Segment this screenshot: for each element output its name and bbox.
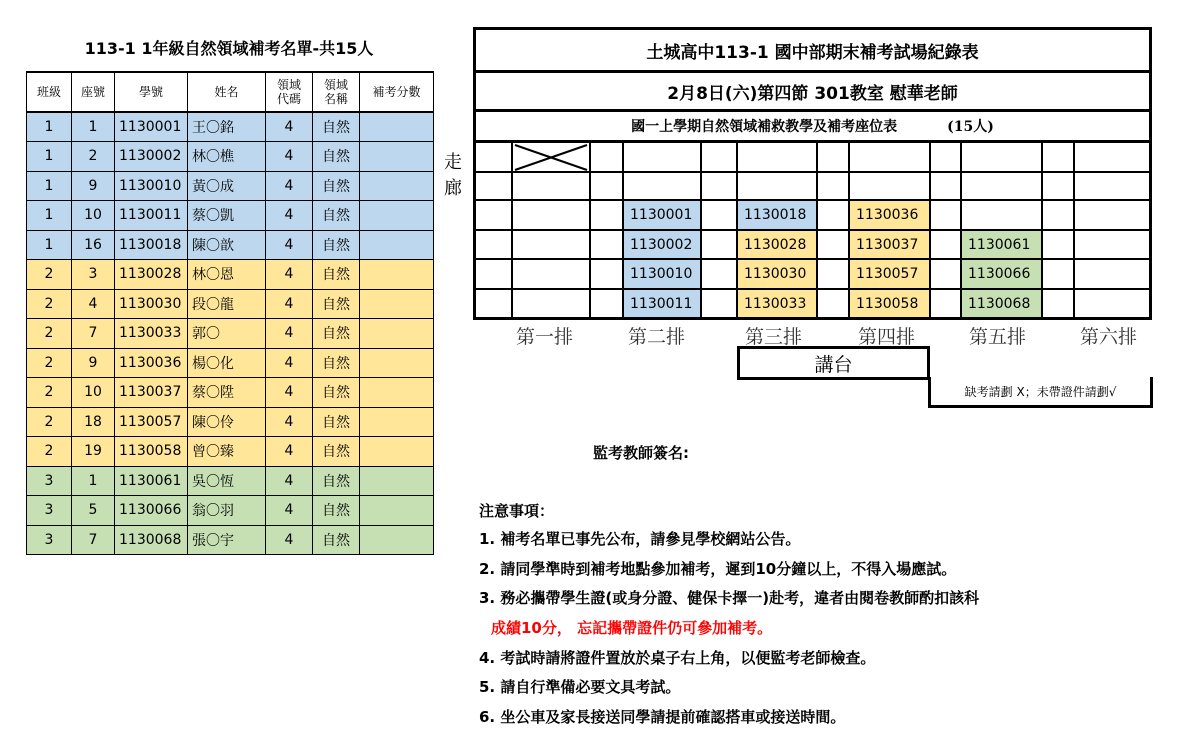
cell-id: 1130057 — [115, 407, 188, 437]
note-item: 6. 坐公車及家長接送同學請提前確認搭車或接送時間。 — [479, 708, 846, 727]
cell-class: 3 — [27, 496, 72, 526]
cell-score[interactable] — [360, 319, 434, 349]
cell-code: 4 — [266, 496, 313, 526]
table-row — [27, 525, 434, 555]
seating-count: (15人) — [947, 119, 994, 135]
cell-name: 吳〇恆 — [188, 466, 266, 496]
cell-class: 1 — [27, 230, 72, 260]
cell-name: 黃〇成 — [188, 171, 266, 201]
seat-cell: 1130057 — [850, 260, 929, 288]
note-item: 4. 考試時請將證件置放於桌子右上角，以便監考老師檢查。 — [479, 648, 876, 667]
cell-name: 王〇銘 — [188, 112, 266, 142]
cell-class: 1 — [27, 142, 72, 172]
roster-header-row — [27, 72, 434, 112]
roster-table — [26, 71, 434, 555]
cell-name: 郭〇 — [188, 319, 266, 349]
cell-score[interactable] — [360, 378, 434, 408]
col-header-domain: 領域 名稱 — [313, 72, 360, 112]
note-item-warning: 成績10分， 忘記攜帶證件仍可參加補考。 — [491, 619, 773, 638]
cell-code: 4 — [266, 142, 313, 172]
cell-name: 林〇恩 — [188, 260, 266, 290]
cell-domain: 自然 — [313, 378, 360, 408]
cell-class: 3 — [27, 525, 72, 555]
cell-domain: 自然 — [313, 171, 360, 201]
seat-cell: 1130033 — [738, 290, 816, 317]
absent-cross-icon — [513, 143, 589, 172]
cell-seat: 1 — [72, 466, 115, 496]
cell-domain: 自然 — [313, 437, 360, 467]
cell-class: 3 — [27, 466, 72, 496]
cell-code: 4 — [266, 230, 313, 260]
table-row — [27, 142, 434, 172]
record-title: 土城高中113-1 國中部期末補考試場紀錄表 — [473, 27, 1152, 73]
row-label: 第四排 — [858, 326, 916, 348]
cell-name: 林〇樵 — [188, 142, 266, 172]
seat-cell: 1130028 — [738, 231, 816, 258]
col-header-name: 姓名 — [188, 72, 266, 112]
cell-id: 1130010 — [115, 171, 188, 201]
cell-seat: 9 — [72, 171, 115, 201]
cell-code: 4 — [266, 348, 313, 378]
cell-class: 2 — [27, 319, 72, 349]
note-item: 2. 請同學準時到補考地點參加補考，遲到10分鐘以上，不得入場應試。 — [479, 559, 957, 578]
cell-domain: 自然 — [313, 289, 360, 319]
notes-title: 注意事項： — [479, 502, 555, 520]
hallway-label — [441, 150, 465, 202]
cell-id: 1130018 — [115, 230, 188, 260]
cell-domain: 自然 — [313, 230, 360, 260]
proctor-signature-label: 監考教師簽名: — [593, 444, 689, 462]
table-row — [27, 407, 434, 437]
cell-domain: 自然 — [313, 525, 360, 555]
cell-id: 1130036 — [115, 348, 188, 378]
cell-id: 1130033 — [115, 319, 188, 349]
cell-seat: 9 — [72, 348, 115, 378]
table-row — [27, 348, 434, 378]
seating-chart — [473, 143, 1152, 320]
cell-class: 2 — [27, 407, 72, 437]
seat-cell: 1130011 — [624, 290, 700, 317]
cell-domain: 自然 — [313, 466, 360, 496]
seat-cell: 1130068 — [962, 290, 1041, 317]
cell-seat: 3 — [72, 260, 115, 290]
cell-id: 1130030 — [115, 289, 188, 319]
cell-domain: 自然 — [313, 319, 360, 349]
cell-seat: 2 — [72, 142, 115, 172]
cell-code: 4 — [266, 112, 313, 142]
seating-title: 國一上學期自然領域補救教學及補考座位表 — [631, 119, 898, 135]
note-item: 3. 務必攜帶學生證(或身分證、健保卡擇一)赴考，違者由閱卷教師酌扣該科 — [479, 589, 980, 608]
cell-domain: 自然 — [313, 201, 360, 231]
cell-class: 2 — [27, 348, 72, 378]
cell-id: 1130058 — [115, 437, 188, 467]
cell-class: 1 — [27, 171, 72, 201]
cell-id: 1130068 — [115, 525, 188, 555]
cell-domain: 自然 — [313, 260, 360, 290]
cell-seat: 19 — [72, 437, 115, 467]
row-label: 第一排 — [516, 326, 574, 348]
cell-name: 楊〇化 — [188, 348, 266, 378]
cell-code: 4 — [266, 437, 313, 467]
seat-cell: 1130037 — [850, 231, 929, 258]
cell-id: 1130061 — [115, 466, 188, 496]
cell-seat: 7 — [72, 319, 115, 349]
hallway-char-1: 走 — [444, 152, 462, 173]
cell-code: 4 — [266, 466, 313, 496]
cell-score[interactable] — [360, 230, 434, 260]
table-row — [27, 319, 434, 349]
table-row — [27, 466, 434, 496]
cell-name: 翁〇羽 — [188, 496, 266, 526]
cell-id: 1130011 — [115, 201, 188, 231]
cell-seat: 10 — [72, 201, 115, 231]
cell-class: 1 — [27, 201, 72, 231]
session-info: 2月8日(六)第四節 301教室 慰華老師 — [473, 70, 1152, 112]
table-row — [27, 260, 434, 290]
seat-cell: 1130002 — [624, 231, 700, 258]
seat-cell: 1130036 — [850, 201, 929, 229]
notes-section — [479, 500, 1159, 737]
table-row — [27, 289, 434, 319]
cell-score[interactable] — [360, 525, 434, 555]
cell-name: 曾〇臻 — [188, 437, 266, 467]
hallway-char-2: 廊 — [444, 178, 462, 199]
grid-divider — [476, 171, 1149, 173]
cell-name: 蔡〇陞 — [188, 378, 266, 408]
podium: 講台 — [737, 346, 930, 380]
col-header-id: 學號 — [115, 72, 188, 112]
note-item: 5. 請自行準備必要文具考試。 — [479, 678, 681, 697]
cell-domain: 自然 — [313, 496, 360, 526]
cell-id: 1130028 — [115, 260, 188, 290]
cell-seat: 10 — [72, 378, 115, 408]
cell-id: 1130066 — [115, 496, 188, 526]
cell-score[interactable] — [360, 289, 434, 319]
cell-code: 4 — [266, 260, 313, 290]
cell-domain: 自然 — [313, 142, 360, 172]
cell-code: 4 — [266, 289, 313, 319]
seat-cell: 1130018 — [738, 201, 816, 229]
cell-seat: 16 — [72, 230, 115, 260]
cell-score[interactable] — [360, 466, 434, 496]
cell-code: 4 — [266, 201, 313, 231]
cell-code: 4 — [266, 525, 313, 555]
table-row — [27, 496, 434, 526]
table-row — [27, 437, 434, 467]
cell-score[interactable] — [360, 201, 434, 231]
cell-domain: 自然 — [313, 407, 360, 437]
cell-seat: 18 — [72, 407, 115, 437]
row-label: 第五排 — [969, 326, 1027, 348]
cell-score[interactable] — [360, 437, 434, 467]
cell-class: 2 — [27, 260, 72, 290]
cell-code: 4 — [266, 378, 313, 408]
row-label: 第二排 — [628, 326, 686, 348]
cell-score[interactable] — [360, 112, 434, 142]
cell-id: 1130037 — [115, 378, 188, 408]
row-label: 第六排 — [1080, 326, 1138, 348]
cell-id: 1130001 — [115, 112, 188, 142]
table-row — [27, 171, 434, 201]
cell-class: 1 — [27, 112, 72, 142]
roster-title: 113-1 1年級自然領域補考名單-共15人 — [84, 39, 374, 58]
cell-seat: 1 — [72, 112, 115, 142]
col-header-class: 班級 — [27, 72, 72, 112]
cell-seat: 5 — [72, 496, 115, 526]
cell-seat: 4 — [72, 289, 115, 319]
cell-name: 段〇龍 — [188, 289, 266, 319]
col-header-score: 補考分數 — [360, 72, 434, 112]
cell-domain: 自然 — [313, 348, 360, 378]
seat-cell: 1130061 — [962, 231, 1041, 258]
row-label: 第三排 — [745, 326, 803, 348]
seat-cell: 1130058 — [850, 290, 929, 317]
table-row — [27, 112, 434, 142]
cell-seat: 7 — [72, 525, 115, 555]
seat-cell: 1130001 — [624, 201, 700, 229]
cell-score[interactable] — [360, 142, 434, 172]
table-row — [27, 201, 434, 231]
legend-box: 缺考請劃 X；未帶證件請劃√ — [928, 377, 1153, 408]
cell-score[interactable] — [360, 496, 434, 526]
cell-class: 2 — [27, 289, 72, 319]
cell-name: 陳〇歆 — [188, 230, 266, 260]
cell-code: 4 — [266, 319, 313, 349]
cell-name: 陳〇伶 — [188, 407, 266, 437]
cell-name: 張〇宇 — [188, 525, 266, 555]
cell-domain: 自然 — [313, 112, 360, 142]
cell-code: 4 — [266, 171, 313, 201]
cell-code: 4 — [266, 407, 313, 437]
note-item: 1. 補考名單已事先公布，請參見學校網站公告。 — [479, 530, 801, 548]
cell-id: 1130002 — [115, 142, 188, 172]
table-row — [27, 230, 434, 260]
col-header-seat: 座號 — [72, 72, 115, 112]
cell-class: 2 — [27, 378, 72, 408]
cell-name: 蔡〇凱 — [188, 201, 266, 231]
seat-cell: 1130010 — [624, 260, 700, 288]
table-row — [27, 378, 434, 408]
seat-cell: 1130066 — [962, 260, 1041, 288]
seating-title-bar — [473, 109, 1152, 143]
seat-cell: 1130030 — [738, 260, 816, 288]
cell-score[interactable] — [360, 407, 434, 437]
cell-class: 2 — [27, 437, 72, 467]
col-header-code: 領域 代碼 — [266, 72, 313, 112]
cell-score[interactable] — [360, 260, 434, 290]
cell-score[interactable] — [360, 171, 434, 201]
cell-score[interactable] — [360, 348, 434, 378]
